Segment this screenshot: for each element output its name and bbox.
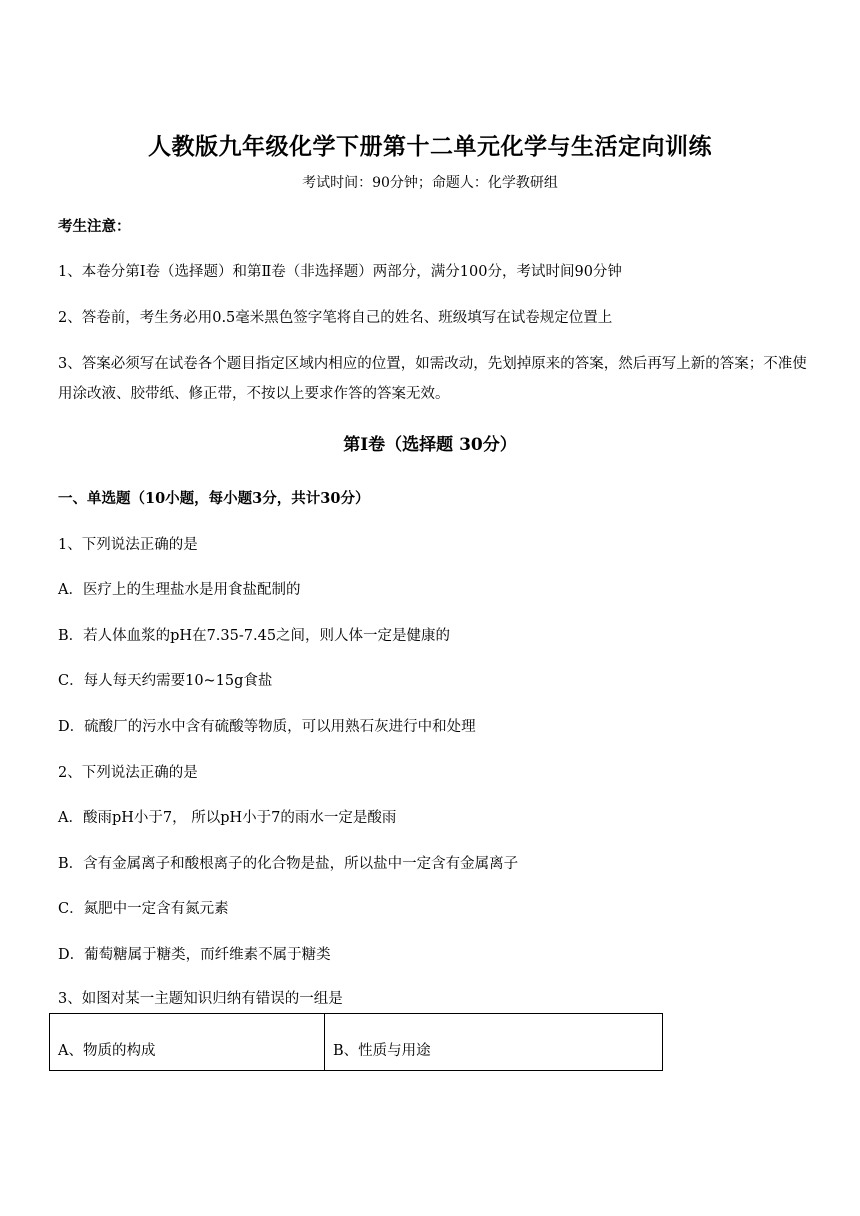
table-row <box>50 1014 663 1071</box>
notice-item-3: 3、答案必须写在试卷各个题目指定区域内相应的位置，如需改动，先划掉原来的答案，然后再写上新的答案；不准使用涂改液、胶带纸、修正带，不按以上要求作答的答案无效。 <box>58 356 807 402</box>
notice-item-1: 1、本卷分第I卷（选择题）和第Ⅱ卷（非选择题）两部分，满分100分，考试时间90分钟 <box>58 264 622 280</box>
notice-heading: 考生注意： <box>58 218 131 235</box>
question-1-stem: 1、下列说法正确的是 <box>58 537 198 553</box>
table-cell-a: A、物质的构成 <box>50 1014 325 1071</box>
question-2-stem: 2、下列说法正确的是 <box>58 765 198 781</box>
question-3-table <box>49 1013 663 1071</box>
notice-item-2: 2、答卷前，考生务必用0.5毫米黑色签字笔将自己的姓名、班级填写在试卷规定位置上 <box>58 310 613 326</box>
question-2-option-c: C．氮肥中一定含有氮元素 <box>58 901 229 917</box>
question-1-option-d: D．硫酸厂的污水中含有硫酸等物质，可以用熟石灰进行中和处理 <box>58 719 476 735</box>
question-2-option-d: D．葡萄糖属于糖类，而纤维素不属于糖类 <box>58 947 331 963</box>
question-1-option-a: A．医疗上的生理盐水是用食盐配制的 <box>58 582 301 598</box>
question-2-option-b: B．含有金属离子和酸根离子的化合物是盐，所以盐中一定含有金属离子 <box>58 856 519 872</box>
exam-subtitle: 考试时间：90分钟；命题人：化学教研组 <box>302 175 558 191</box>
question-2-option-a: A．酸雨pH小于7， 所以pH小于7的雨水一定是酸雨 <box>58 810 397 826</box>
exam-title: 人教版九年级化学下册第十二单元化学与生活定向训练 <box>148 133 712 160</box>
question-1-option-c: C．每人每天约需要10~15g食盐 <box>58 673 273 689</box>
section-title: 第I卷（选择题 30分） <box>343 435 517 455</box>
table-cell-b: B、性质与用途 <box>325 1014 663 1071</box>
question-1-option-b: B．若人体血浆的pH在7.35-7.45之间，则人体一定是健康的 <box>58 628 451 644</box>
part-heading: 一、单选题（10小题，每小题3分，共计30分） <box>58 490 370 507</box>
question-3-stem: 3、如图对某一主题知识归纳有错误的一组是 <box>58 991 343 1007</box>
